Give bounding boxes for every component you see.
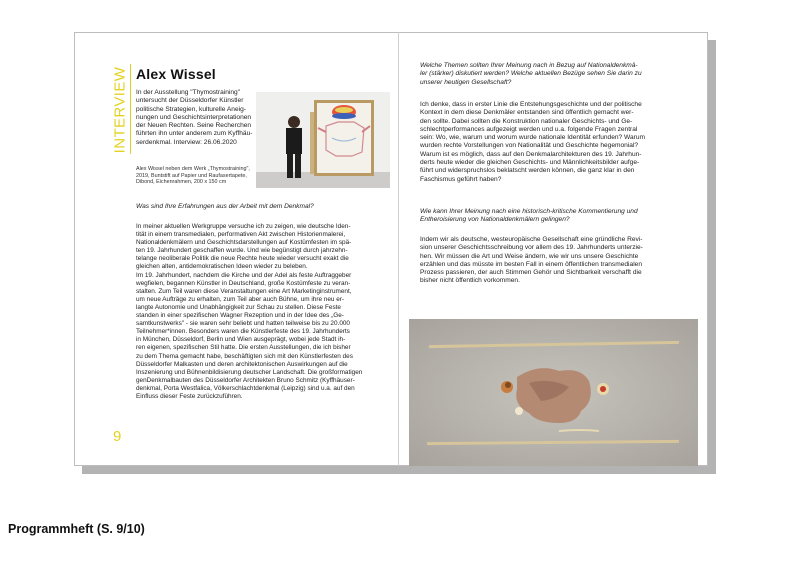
answer-line: genDenkmalbauten des Düsseldorfer Architekten Bruno Schmitz (Kyffhäuser- — [136, 376, 355, 384]
answer2-line: bisher nicht öffentlich vorkommen. — [420, 277, 520, 285]
answer-line: tität in einem transmedialen, performativen Akt zwischen Historienmalerei, — [136, 231, 346, 239]
answer-line: ten 19. Jahrhundert geschaffen wurde. Und wie begünstigt durch jahrzehn- — [136, 247, 348, 255]
answer-line: Im 19. Jahrhundert, nachdem die Kirche und der Adel als feste Auftraggeber — [136, 271, 352, 279]
installation-photo-illustration — [409, 319, 698, 466]
answer-line: Nationaldenkmälern und Geschichtsdarstellungen auf Kostümfesten im spä- — [136, 239, 352, 247]
caption-line: Alex Wissel neben dem Werk „Thymostraining", — [136, 166, 250, 172]
answer2-line: hen. Wir müssen die Art und Weise ändern, wie wir uns unsere Geschichte — [420, 252, 639, 260]
caption-line: 2019, Buntstift auf Papier und Raufasertapete, — [136, 172, 247, 179]
question2-heading — [420, 208, 700, 225]
question1-line: ler (stärker) diskutiert werden? Welche aktuellen Bezüge sehen Sie darin zu — [420, 70, 642, 78]
page-title: Alex Wissel — [136, 66, 216, 82]
answer-line: in München, Düsseldorf, Berlin und Wien ausgeprägt, wobei jede Stadt ih- — [136, 336, 346, 344]
question1-line: unserer heutigen Gesellschaft? — [420, 78, 512, 86]
question2-line: Entheroisierung von Nationaldenkmälern gelingen? — [420, 216, 570, 224]
answer-line: zu dem Thema gemacht habe, beschäftigten sich mit den Künstlerfesten des — [136, 352, 353, 360]
answer-line: In meiner aktuellen Werkgruppe versuche ich zu zeigen, wie deutsche Iden- — [136, 223, 351, 230]
answer-line: gleichen alten, antidemokratischen Ideen wieder zu beleben. — [136, 263, 308, 271]
answer1-line: Faschismus geführt haben? — [420, 175, 502, 183]
answer2-paragraph — [420, 236, 700, 286]
question2-line: Wie kann Ihrer Meinung nach eine historisch-kritische Kommentierung und — [420, 208, 638, 215]
answer-line: denkmal, Porta Westfalica, Völkerschlachtdenkmal (Leipzig) sind u.a. auf den — [136, 384, 355, 392]
answer-line: um neue Aufträge zu erhalten, zum Teil aber auch Bühne, um ihre neu er- — [136, 295, 345, 303]
intro-line: untersucht der Düsseldorfer Künstler — [136, 97, 244, 105]
answer2-line: Indem wir als deutsche, westeuropäische Gesellschaft eine gründliche Revi- — [420, 236, 643, 243]
installation-photo — [409, 319, 698, 466]
section-label — [108, 64, 132, 156]
artist-photo-illustration — [256, 92, 390, 188]
intro-line: In der Ausstellung "Thymostraining" — [136, 89, 241, 96]
page-number: 9 — [113, 428, 122, 445]
answer2-line: sion unserer Geschichtsschreibung vor allem des 19. Jahrhunderts unterzie- — [420, 244, 643, 252]
question1-line: Welche Themen sollten Ihrer Meinung nach in Bezug auf Nationaldenkmä- — [420, 62, 638, 69]
answer-line: stalten. Zum Teil waren diese Veranstaltungen eine Art Marketinginstrument, — [136, 287, 352, 295]
photo-caption — [136, 166, 254, 186]
answer1-line: den sollte. Dabei sollten die Konstruktion nationaler Geschichts- und Ge- — [420, 117, 633, 125]
artist-photo — [256, 92, 390, 188]
intro-paragraph — [136, 89, 254, 147]
answer2-line: Prozess passieren, der auch Stimmen Gehör und Sichtbarkeit verschafft die — [420, 269, 642, 277]
answer-line: langte Autonomie und Unabhängigkeit zur Schau zu stellen. Diese Feste — [136, 303, 341, 311]
question-heading: Was sind Ihre Erfahrungen aus der Arbeit mit dem Denkmal? — [136, 203, 314, 210]
answer-line: samtkunstwerks" - sie waren sehr beliebt und hatten teilweise bis zu 20.000 — [136, 320, 350, 328]
answer1-line: Ich denke, dass in erster Linie die Entstehungsgeschichte und der politische — [420, 101, 642, 108]
answer1-paragraph — [420, 101, 700, 184]
intro-line: der Neuen Rechten. Seine Recherchen — [136, 122, 252, 130]
answer-line: Teilnehmer*innen. Besonders waren die Künstlerfeste des 19. Jahrhunderts — [136, 328, 350, 336]
intro-line: führten ihn unter anderem zum Kyffhäu- — [136, 130, 253, 138]
question1-heading — [420, 62, 700, 87]
footer-caption: Programmheft (S. 9/10) — [8, 522, 145, 536]
section-label-text: INTERVIEW — [111, 66, 129, 154]
answer1-line: Warum ist es möglich, dass auf den Denkmalarchitekturen des 19. Jahrhun- — [420, 150, 642, 158]
answer2-line: erzählen und das müsste im besten Fall in einem öffentlichen transmedialen — [420, 260, 642, 268]
section-rule — [130, 64, 131, 154]
answer-line: Düsseldorfer Malkasten und deren architektonischen Auswirkungen auf die — [136, 360, 348, 368]
answer-line: Inszenierung und Bühnenbildisierung deutscher Landschaft. Die großformatigen — [136, 368, 363, 376]
intro-line: nungen und Geschichtsinterpretationen — [136, 113, 252, 121]
answer-line: wegfielen, begannen Künstler in Deutschland, große Kostümfeste zu veran- — [136, 279, 351, 287]
answer1-line: sein: Wo, wie, warum und worum wurde nationale Identität erfunden? Warum — [420, 134, 646, 142]
answer-line: telange neoliberale Politik die neue Rechte heute wieder versucht exakt die — [136, 255, 349, 263]
caption-line: Dibond, Eichenrahmen, 200 x 150 cm — [136, 179, 227, 186]
answer1-line: derts heute wieder die gleichen Geschichts- und Männlichkeitsbilder aufge- — [420, 159, 640, 167]
answer1-line: führt und widerspruchslos beklatscht werden können, die ganz klar in den — [420, 167, 635, 175]
answer1-line: wurden rechte Vorstellungen von Nationalität und Geschichte hegemonial? — [420, 142, 639, 150]
answer1-line: schlechtperformances aufgezeigt werden und u.a. folgende Fragen zentral — [420, 125, 638, 133]
answer1-line: Kontext in dem diese Denkmäler entstanden sind öffentlich gemacht wer- — [420, 109, 634, 117]
answer-line: Einfluss dieser Feste zurückzuführen. — [136, 392, 243, 400]
page-fold — [398, 32, 399, 466]
answer-paragraph — [136, 223, 392, 401]
intro-line: serdenkmal. Interview: 26.06.2020 — [136, 138, 237, 146]
answer-line: ren eigenen, spezifischen Stil hatte. Die ersten Ausstellungen, die ich bisher — [136, 344, 351, 352]
answer-line: standen in einer spezifischen Wagner Rezeption und in der Idee des „Ge- — [136, 312, 344, 320]
intro-line: politische Strategien, kulturelle Aneig- — [136, 105, 246, 113]
